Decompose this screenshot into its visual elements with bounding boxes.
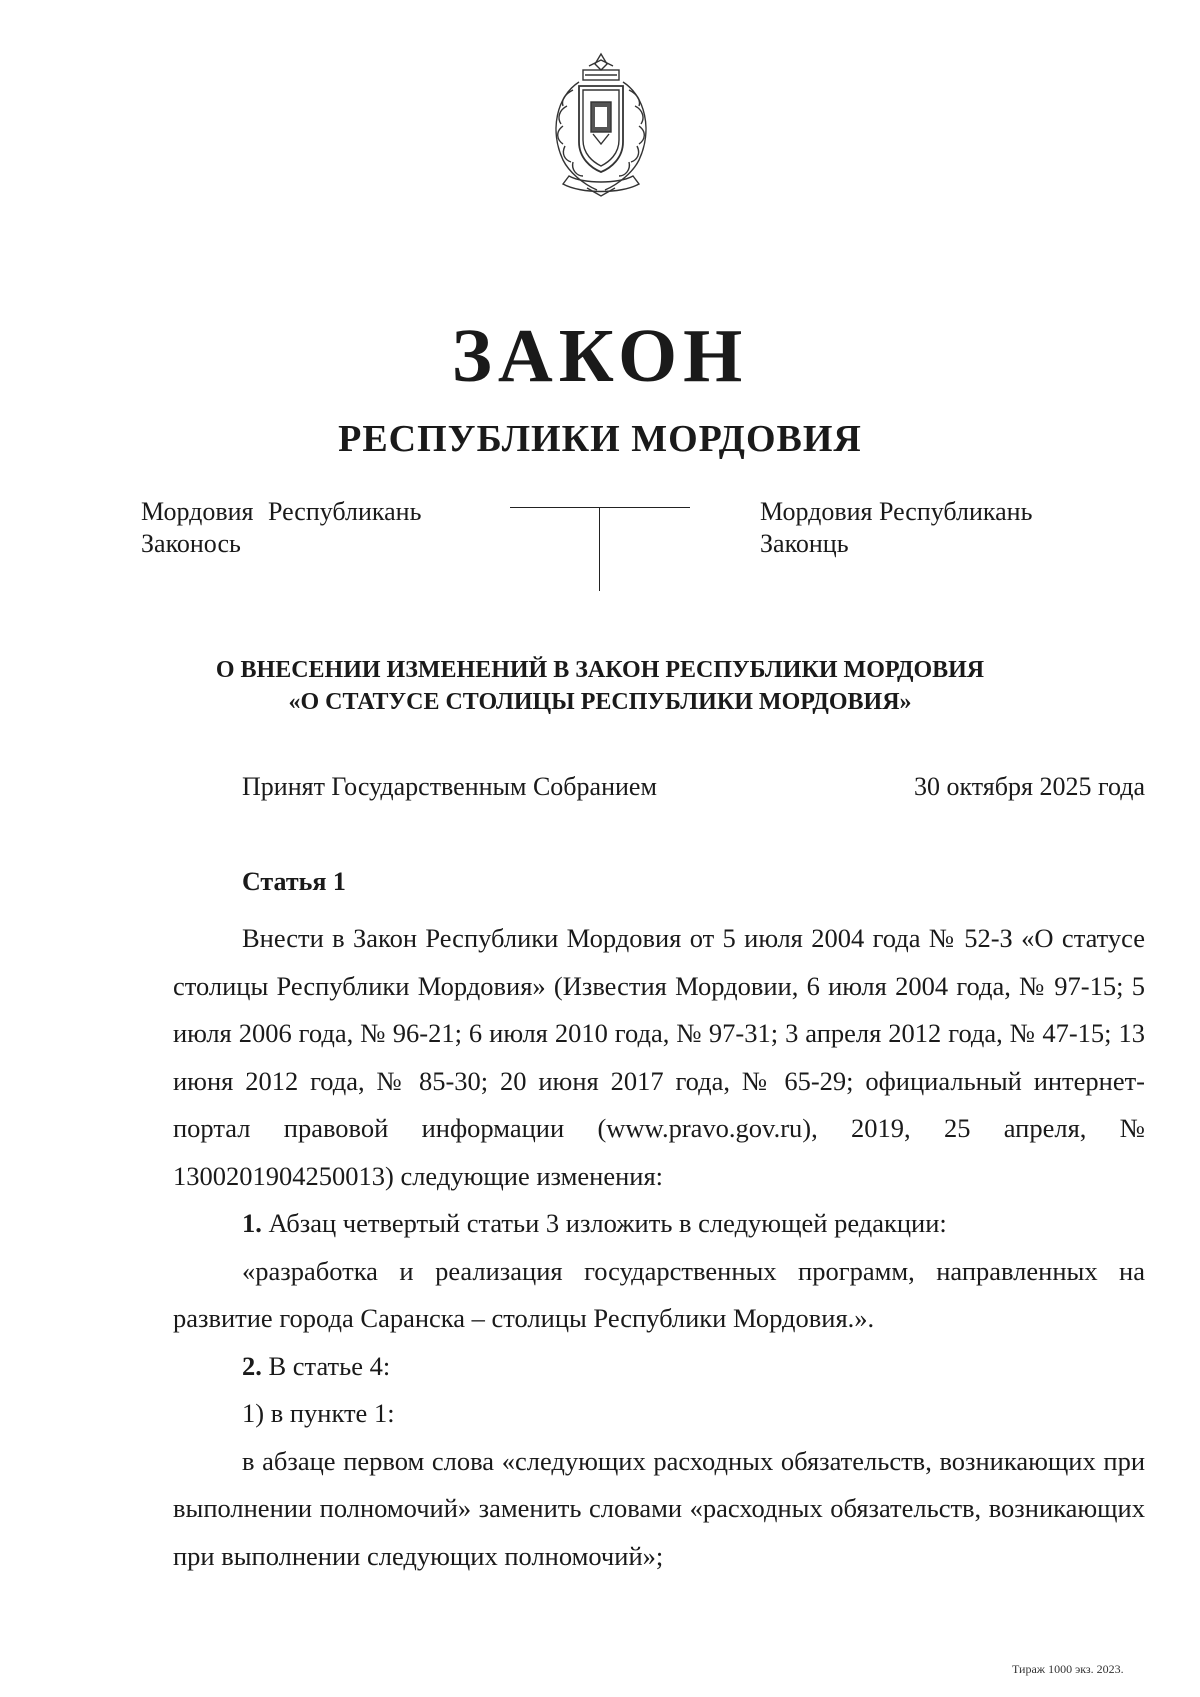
article-heading: Статья 1 <box>242 867 346 896</box>
paragraph <box>173 915 1145 1200</box>
law-title-line-2: «О СТАТУСЕ СТОЛИЦЫ РЕСПУБЛИКИ МОРДОВИЯ» <box>288 689 912 715</box>
header-horizontal-rule <box>510 507 690 508</box>
article-body <box>173 915 1145 1580</box>
law-title-line-1: О ВНЕСЕНИИ ИЗМЕНЕНИЙ В ЗАКОН РЕСПУБЛИКИ МОРДОВИЯ <box>215 657 985 683</box>
paragraph-text: Абзац четвертый статьи 3 изложить в следующей редакции: <box>261 1208 947 1238</box>
coat-of-arms-emblem <box>539 50 663 200</box>
paragraph-text: 1) в пункте 1: <box>242 1398 395 1428</box>
paragraph <box>173 1248 1145 1343</box>
paragraph-number: 1. <box>242 1208 262 1238</box>
header-left-line-2: Законось <box>141 529 241 558</box>
adoption-line <box>242 770 1145 804</box>
paragraph <box>173 1438 1145 1581</box>
paragraph-text: «разработка и реализация государственных программ, направленных на развитие города Саранска – столицы Республики Мордовия.». <box>173 1255 1145 1333</box>
paragraph <box>173 1390 1145 1438</box>
print-run-note: Тираж 1000 экз. 2023. <box>1012 1662 1124 1676</box>
adoption-date: 30 октября 2025 года <box>914 772 1145 801</box>
paragraph-text: Внести в Закон Республики Мордовия от 5 июля 2004 года № 52-З «О статусе столицы Республики Мордовия» (Известия Мордовии, 6 июля 2004 года, № 97-15; 5 июля 2006 года, № 96-21; 6 июля 2010 года, № 97-31; 3 апреля 2012 года, № 47-15; 13 июня 2012 года, № 85-30; 20 июня 2017 года, № 65-29; официальный интернет-портал правовой информации (www.pravo.gov.ru), 2019, 25 апреля, № 1300201904250013) следующие изменения: <box>173 923 1145 1191</box>
paragraph-number: 2. <box>242 1350 262 1381</box>
emblem-icon <box>539 50 663 200</box>
law-title <box>0 654 1200 718</box>
header-right-caption <box>760 496 1032 560</box>
paragraph-text: в абзаце первом слова «следующих расходных обязательств, возникающих при выполнении полномочий» заменить словами «расходных обязательств, возникающих при выполнении следующих полномочий»; <box>173 1445 1145 1571</box>
header-right-line-2: Законць <box>760 529 849 558</box>
header-vertical-rule <box>599 507 600 591</box>
paragraph <box>173 1200 1145 1248</box>
header-left-caption <box>141 496 421 560</box>
paragraph <box>173 1343 1145 1391</box>
header-right-line-1: Мордовия Республикань <box>760 497 1033 526</box>
paragraph-text: В статье 4: <box>261 1350 391 1381</box>
document-title: ЗАКОН <box>451 314 749 398</box>
adopted-by: Принят Государственным Собранием <box>242 772 657 801</box>
header-left-line-1: Мордовия Республикань <box>141 497 422 526</box>
document-subtitle: РЕСПУБЛИКИ МОРДОВИЯ <box>338 418 862 460</box>
